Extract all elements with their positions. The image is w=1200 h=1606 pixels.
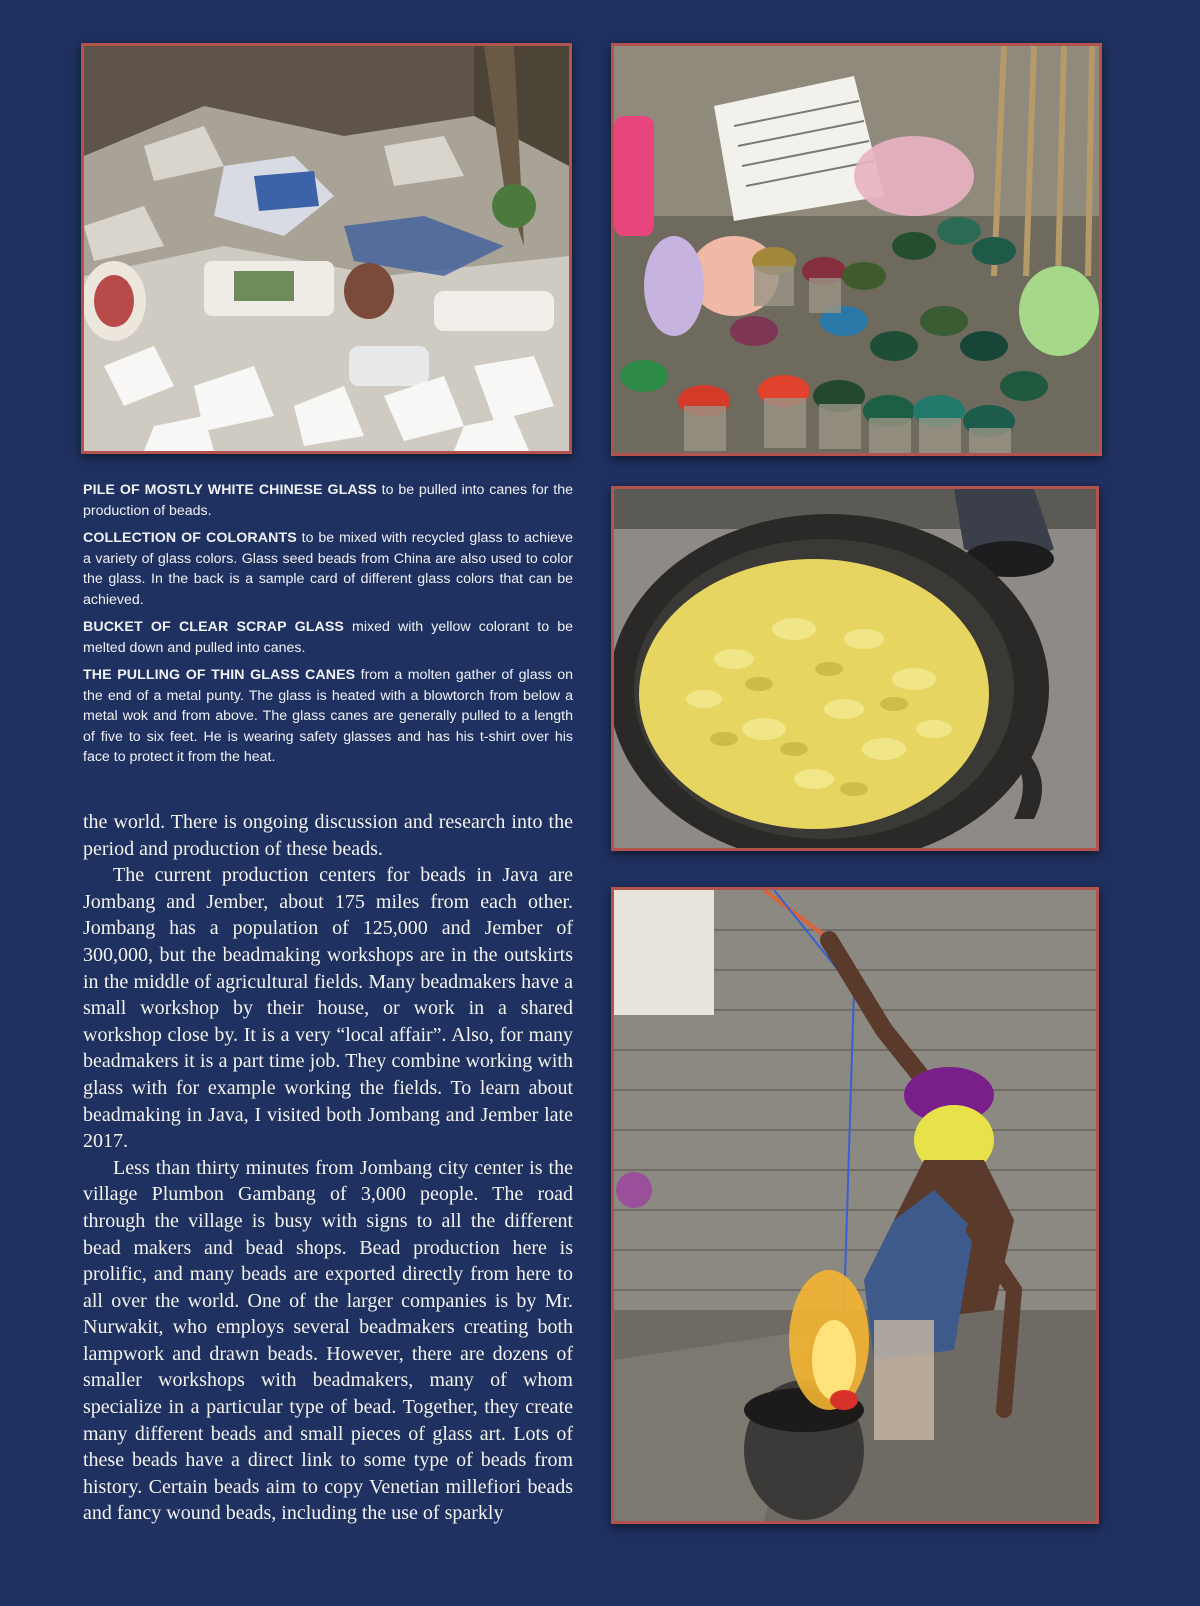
photo-captions bbox=[83, 480, 573, 775]
caption-heading: BUCKET OF CLEAR SCRAP GLASS bbox=[83, 619, 344, 635]
colorants-image bbox=[614, 46, 1099, 453]
cane-pulling-image bbox=[614, 890, 1096, 1521]
caption-text: to be pulled into canes for the production of beads. bbox=[83, 482, 574, 519]
white-glass-pile-image bbox=[84, 46, 569, 451]
caption-scrap-glass bbox=[83, 617, 573, 658]
article-body bbox=[83, 809, 573, 1527]
caption-heading: COLLECTION OF COLORANTS bbox=[83, 530, 297, 546]
caption-text: from a molten gather of glass on the end of a metal punty. The glass is heated with a blowtorch from below a metal wok and from above. The glass canes are generally pulled to a length of five to six feet. He is wearing safety glasses and has his t-shirt over his face to protect it from the heat. bbox=[83, 667, 573, 765]
body-paragraph-3: Less than thirty minutes from Jombang city center is the village Plumbon Gambang of 3,000 people. The road through the village is busy with signs to all the different bead makers and bead shops. Bead production here is prolific, and many beads are exported directly from here to all over the world. One of the larger companies is by Mr. Nurwakit, who employs several beadmakers creating both lampwork and drawn beads. However, there are dozens of smaller workshops with beadmakers, many of whom specialize in a particular type of bead. Together, they create many different beads and small pieces of glass art. Lots of these beads have a direct link to some type of beads from history. Certain beads aim to copy Venetian millefiori beads and fancy wound beads, including the use of sparkly bbox=[83, 1156, 573, 1525]
caption-text: to be mixed with recycled glass to achieve a variety of glass colors. Glass seed beads from China are also used to color the glass. In the back is a sample card of different glass colors that can be achieved. bbox=[83, 530, 573, 608]
caption-heading: PILE OF MOSTLY WHITE CHINESE GLASS bbox=[83, 482, 377, 498]
bucket-image bbox=[614, 489, 1096, 848]
body-paragraph-2: The current production centers for beads in Java are Jombang and Jember, about 175 miles from each other. Jombang has a population of 125,000 and Jember of 300,000, but the beadmaking workshops are in the outskirts in the middle of agricultural fields. Many beadmakers have a small workshop by their house, or work in a shared workshop close by. It is a very “local affair”. Also, for many beadmakers it is a part time job. They combine working with glass with for example working the fields. To learn about beadmaking in Java, I visited both Jombang and Jember late 2017. bbox=[83, 864, 573, 1153]
caption-text: mixed with yellow colorant to be melted down and pulled into canes. bbox=[83, 619, 573, 656]
caption-colorants bbox=[83, 528, 573, 610]
photo-bucket-scrap-glass bbox=[611, 486, 1099, 851]
photo-colorants-collection bbox=[611, 43, 1102, 456]
caption-glass-canes bbox=[83, 665, 573, 768]
photo-pulling-glass-canes bbox=[611, 887, 1099, 1524]
photo-white-glass-pile bbox=[81, 43, 572, 454]
caption-heading: THE PULLING OF THIN GLASS CANES bbox=[83, 667, 356, 683]
body-paragraph-1: the world. There is ongoing discussion and research into the period and production of these beads. bbox=[83, 811, 573, 860]
caption-white-glass bbox=[83, 480, 573, 521]
